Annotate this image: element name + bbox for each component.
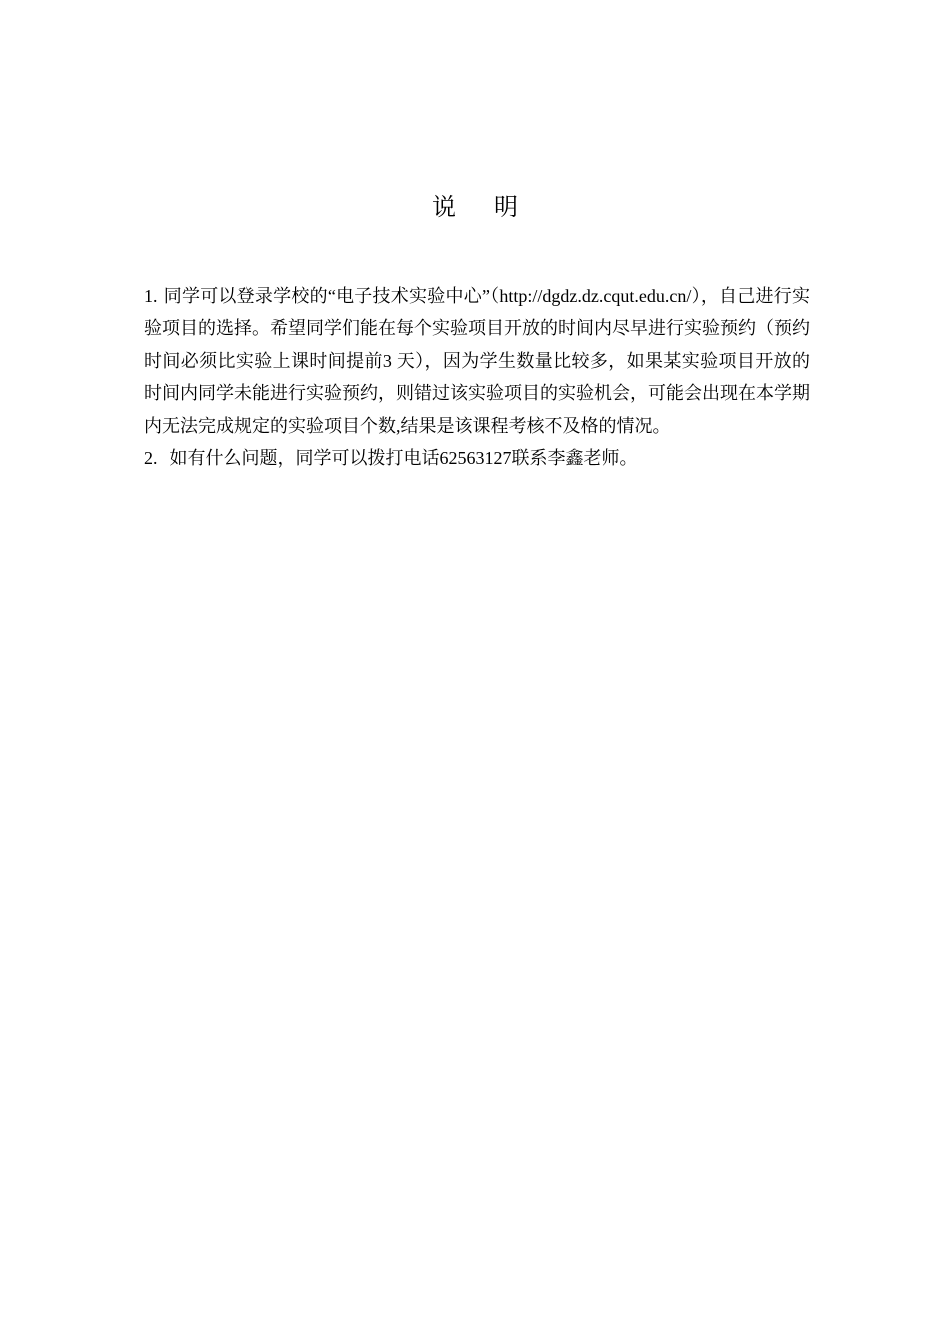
notice-item-1	[144, 280, 810, 442]
item-text: 如有什么问题，同学可以拨打电话62563127联系李鑫老师。	[169, 448, 638, 469]
item-text-before-url: 同学可以登录学校的“电子技术实验中心”（	[163, 286, 500, 306]
notice-item-2	[144, 442, 810, 474]
page-title	[0, 190, 950, 226]
notice-body	[144, 280, 810, 474]
website-link[interactable]: http://dgdz.dz.cqut.edu.cn/	[499, 286, 692, 306]
item-text-after-url: ），自己进行实验项目的选择。希望同学们能在每个实验项目开放的时间内尽早进行实验预约（预约时间必须比实验上课时间提前3 天），因为学生数量比较多，如果某实验项目开放的时间内同学未能进行实验预约，则错过该实验项目的实验机会，可能会出现在本学期内无法完成规定的实验项目个数,结果是该课程考核不及格的情况。	[144, 286, 810, 436]
title-char-1: 说	[432, 195, 456, 221]
title-char-2: 明	[494, 195, 518, 221]
item-number: 1.	[144, 286, 158, 306]
item-number: 2.	[144, 448, 158, 469]
